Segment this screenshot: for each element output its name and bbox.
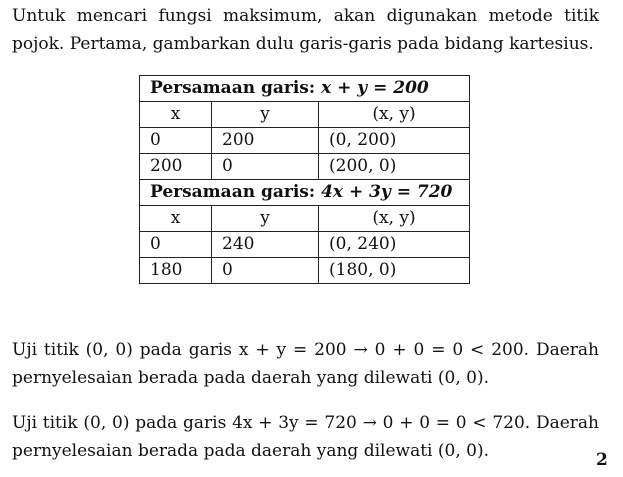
- page-number: 2: [596, 450, 608, 470]
- cell-y: 240: [212, 232, 319, 258]
- line2-equation: 4x + 3y = 720: [321, 182, 453, 202]
- cell-x: 0: [140, 128, 212, 154]
- table-row: [140, 128, 470, 154]
- line1-equation: x + y = 200: [321, 78, 429, 98]
- column-header-y: y: [212, 102, 319, 128]
- column-header-xy: (x, y): [319, 102, 470, 128]
- cell-xy: (0, 240): [319, 232, 470, 258]
- cell-xy: (180, 0): [319, 258, 470, 284]
- cell-xy: (0, 200): [319, 128, 470, 154]
- column-header-y: y: [212, 206, 319, 232]
- line1-equation-cell: [140, 76, 470, 102]
- table-row: [140, 232, 470, 258]
- table-row: [140, 154, 470, 180]
- test-point-paragraph-2: Uji titik (0, 0) pada garis 4x + 3y = 720 → 0 + 0 = 0 < 720. Daerah pernyelesaian berada pada daerah yang dilewati (0, 0).: [12, 413, 599, 461]
- line2-label: Persamaan garis:: [150, 182, 322, 202]
- cell-xy: (200, 0): [319, 154, 470, 180]
- column-header-x: x: [140, 102, 212, 128]
- points-table: [139, 75, 470, 284]
- column-header-x: x: [140, 206, 212, 232]
- cell-y: 0: [212, 154, 319, 180]
- cell-y: 0: [212, 258, 319, 284]
- cell-x: 200: [140, 154, 212, 180]
- table-column-headers-2: [140, 206, 470, 232]
- table-row: [140, 258, 470, 284]
- table-header-line2: [140, 180, 470, 206]
- line2-equation-cell: [140, 180, 470, 206]
- column-header-xy: (x, y): [319, 206, 470, 232]
- cell-x: 0: [140, 232, 212, 258]
- test-point-paragraph-1: Uji titik (0, 0) pada garis x + y = 200 → 0 + 0 = 0 < 200. Daerah pernyelesaian berada pada daerah yang dilewati (0, 0).: [12, 340, 599, 388]
- table-column-headers-1: [140, 102, 470, 128]
- intro-paragraph: Untuk mencari fungsi maksimum, akan digunakan metode titik pojok. Pertama, gambarkan dulu garis-garis pada bidang kartesius.: [12, 6, 599, 54]
- table-header-line1: [140, 76, 470, 102]
- line1-label: Persamaan garis:: [150, 78, 322, 98]
- cell-y: 200: [212, 128, 319, 154]
- cell-x: 180: [140, 258, 212, 284]
